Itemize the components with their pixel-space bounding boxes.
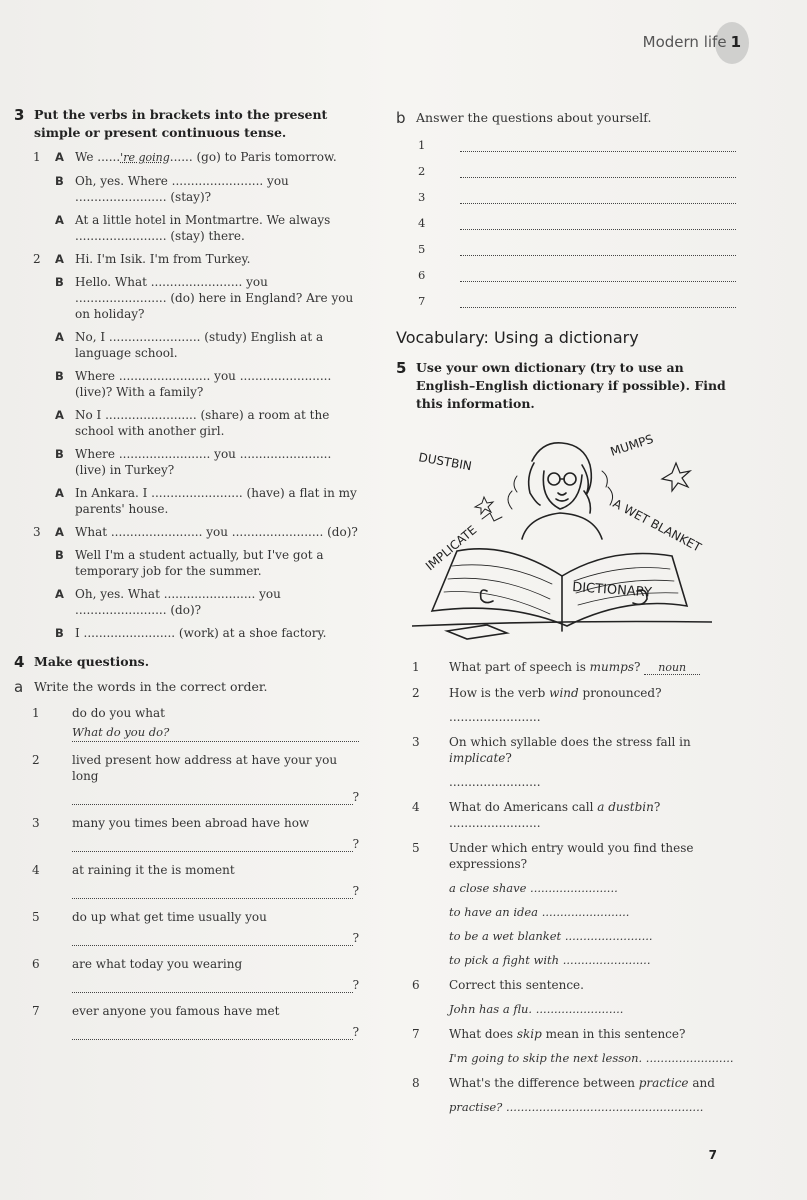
speaker-label: B <box>55 548 64 562</box>
expression-item: to have an idea ........................ <box>449 905 630 919</box>
question-text: What part of speech is <box>449 660 590 674</box>
speaker-label: A <box>55 486 64 500</box>
unit-number: 1 <box>730 33 741 51</box>
answer-line[interactable] <box>72 787 353 805</box>
answer-line-item <box>396 216 736 230</box>
exercise-4a-instruction <box>14 679 359 695</box>
header-title: Modern life <box>642 33 727 51</box>
sentence-item: practise? ...................................................... <box>449 1100 704 1114</box>
scrambled-words: ever anyone you famous have met <box>72 1004 280 1018</box>
dialogue-text <box>75 149 359 166</box>
answer-line[interactable] <box>72 881 353 899</box>
question-text: Correct this sentence. <box>449 978 584 992</box>
dialogue-text: Hello. What ........................ you ........................ (do) here in England? Are you on holiday? <box>75 275 354 321</box>
answer-line-item <box>396 242 736 256</box>
italic-term: implicate <box>449 751 506 765</box>
page-number: 7 <box>708 1148 717 1162</box>
question-item <box>14 909 359 946</box>
question-item <box>14 1003 359 1040</box>
dialogue-line <box>14 251 359 267</box>
question-item <box>14 705 359 742</box>
dialogue-text: I ........................ (work) at a shoe factory. <box>75 626 327 640</box>
exercise-title: Use your own dictionary (try to use an English–English dictionary if possible). Find this information. <box>416 360 726 411</box>
item-number: 6 <box>412 978 420 992</box>
cartoon-word: A WET BLANKET <box>610 496 704 555</box>
answer-line[interactable] <box>72 928 353 946</box>
answer-line-item <box>396 164 736 178</box>
exercise-5-heading <box>396 359 736 413</box>
dialogue-line <box>14 274 359 322</box>
exercise-4b-instruction <box>396 110 736 126</box>
vocab-question-list <box>396 659 736 1115</box>
handwritten-answer: 're going <box>120 151 170 164</box>
item-number: 8 <box>412 1076 420 1090</box>
item-number: 6 <box>32 957 40 971</box>
dialogue-text: Oh, yes. What ........................ you ........................ (do)? <box>75 587 281 617</box>
question-mark: ? <box>352 837 359 851</box>
scrambled-words: do do you what <box>72 706 165 720</box>
question-text: What do Americans call <box>449 800 598 814</box>
question-text: How is the verb <box>449 686 550 700</box>
item-number: 4 <box>418 216 426 230</box>
answer-line[interactable] <box>460 271 736 282</box>
vocab-question-item <box>396 734 736 790</box>
question-text: and <box>688 1076 715 1090</box>
italic-term: mumps <box>589 660 634 674</box>
sentence-item: John has a flu. ........................ <box>449 1002 624 1016</box>
speaker-label: A <box>55 252 64 266</box>
italic-term: practice <box>638 1076 689 1090</box>
item-number: 2 <box>32 753 40 767</box>
item-number: 2 <box>412 686 420 700</box>
answer-line-item <box>396 190 736 204</box>
speaker-label: A <box>55 408 64 422</box>
answer-line[interactable] <box>460 193 736 204</box>
exercise-title: Put the verbs in brackets into the present simple or present continuous tense. <box>34 107 328 140</box>
expression-item: to be a wet blanket ........................ <box>449 929 653 943</box>
exercise-4-heading <box>14 653 359 671</box>
dialogue-number: 3 <box>33 525 41 539</box>
item-number: 5 <box>412 841 420 855</box>
speaker-label: B <box>55 275 64 289</box>
vocab-question-item <box>396 1075 736 1115</box>
speaker-label: A <box>55 213 64 227</box>
dialogue-text: In Ankara. I ........................ (have) a flat in my parents' house. <box>75 486 357 516</box>
section-heading: Vocabulary: Using a dictionary <box>396 328 639 347</box>
dialogue-text: Hi. I'm Isik. I'm from Turkey. <box>75 252 251 266</box>
answer-line-item <box>396 294 736 308</box>
question-text: What does <box>449 1027 517 1041</box>
question-text: ? <box>634 660 645 674</box>
dialogue-text: What ........................ you ........................ (do)? <box>75 525 358 539</box>
item-number: 2 <box>418 164 426 178</box>
vocab-question-item <box>396 840 736 968</box>
cartoon-word: DICTIONARY <box>571 580 653 601</box>
cartoon-word: IMPLICATE <box>422 522 480 574</box>
answer-dots[interactable]: ........................ <box>449 710 541 724</box>
dialogue-number: 2 <box>33 252 41 266</box>
vocab-question-item <box>396 685 736 725</box>
question-list <box>14 705 359 1040</box>
speaker-label: A <box>55 587 64 601</box>
cartoon-word: DUSTBIN <box>417 450 473 474</box>
question-mark: ? <box>352 931 359 945</box>
cartoon-word: MUMPS <box>608 431 656 459</box>
right-column <box>396 110 736 1115</box>
item-number: 7 <box>418 294 426 308</box>
answer-line[interactable] <box>460 297 736 308</box>
question-item <box>14 956 359 993</box>
left-column <box>14 106 359 1040</box>
dialogue-line <box>14 547 359 579</box>
vocab-question-item <box>396 977 736 1017</box>
speaker-label: B <box>55 369 64 383</box>
dialogue-line <box>14 149 359 166</box>
answer-line-item <box>396 138 736 152</box>
dialogue-line <box>14 407 359 439</box>
dialogue-text: Where ........................ you ........................ (live)? With a family? <box>75 369 332 399</box>
question-text: On which syllable does the stress fall in <box>449 735 691 749</box>
question-text: ? ........................ <box>449 800 661 830</box>
answer-lines-list <box>396 138 736 308</box>
item-number: 4 <box>32 863 40 877</box>
dialogue-line <box>14 173 359 205</box>
dialogue-line <box>14 446 359 478</box>
italic-term: skip <box>516 1027 542 1041</box>
vocab-question-item <box>396 659 736 676</box>
dialogue-line <box>14 368 359 400</box>
answer-line-item <box>396 268 736 282</box>
subsection-letter: a <box>14 678 24 696</box>
item-number: 3 <box>412 735 420 749</box>
dialogue-line <box>14 329 359 361</box>
dialogue-text: Oh, yes. Where ........................ you ........................ (stay)? <box>75 174 289 204</box>
subsection-letter: b <box>396 109 406 127</box>
instruction-text: Answer the questions about yourself. <box>416 110 652 125</box>
dialogue-line <box>14 485 359 517</box>
dialogue-line <box>14 625 359 641</box>
item-number: 4 <box>412 800 420 814</box>
exercise-number: 3 <box>14 106 25 124</box>
answer-line[interactable] <box>460 141 736 152</box>
exercise-title: Make questions. <box>34 654 150 669</box>
dictionary-cartoon-illustration <box>412 431 712 646</box>
sentence-item: I'm going to skip the next lesson. ........................ <box>449 1051 734 1065</box>
italic-term: a dustbin <box>597 800 654 814</box>
dialogue-text: No, I ........................ (study) English at a language school. <box>75 330 324 360</box>
italic-term: wind <box>549 686 579 700</box>
dialogue-text: Well I'm a student actually, but I've got a temporary job for the summer. <box>75 548 324 578</box>
answer-dots[interactable]: ........................ <box>449 775 541 789</box>
scrambled-words: many you times been abroad have how <box>72 816 310 830</box>
question-text: What's the difference between <box>449 1076 639 1090</box>
exercise-number: 5 <box>396 359 407 377</box>
page-header <box>643 33 741 51</box>
scrambled-words: at raining it the is moment <box>72 863 235 877</box>
answer-line[interactable] <box>460 245 736 256</box>
item-number: 1 <box>418 138 426 152</box>
scrambled-words: do up what get time usually you <box>72 910 267 924</box>
dialogue-line <box>14 212 359 244</box>
item-number: 3 <box>418 190 426 204</box>
item-number: 3 <box>32 816 40 830</box>
question-text: ? <box>505 751 512 765</box>
answer-line[interactable] <box>72 975 353 993</box>
scrambled-words: lived present how address at have your you long <box>72 753 338 783</box>
speaker-label: A <box>55 525 64 539</box>
vocab-question-item <box>396 799 736 831</box>
scrambled-words: are what today you wearing <box>72 957 243 971</box>
question-text: mean in this sentence? <box>541 1027 686 1041</box>
question-text: Under which entry would you find these expressions? <box>449 841 694 871</box>
item-number: 5 <box>418 242 426 256</box>
handwritten-answer: noun <box>658 661 687 674</box>
instruction-text: Write the words in the correct order. <box>34 679 268 694</box>
speaker-label: B <box>55 174 64 188</box>
question-item <box>14 815 359 852</box>
item-number: 1 <box>412 660 420 674</box>
exercise-3-heading <box>14 106 359 142</box>
item-number: 1 <box>32 706 40 720</box>
item-number: 7 <box>412 1027 420 1041</box>
question-mark: ? <box>352 790 359 804</box>
answer-line[interactable] <box>460 167 736 178</box>
dialogue-text: Where ........................ you ........................ (live) in Turkey? <box>75 447 332 477</box>
dialogue-number: 1 <box>33 150 41 164</box>
dialogue-text: At a little hotel in Montmartre. We always ........................ (stay) there. <box>75 213 331 243</box>
question-mark: ? <box>352 1025 359 1039</box>
question-mark: ? <box>352 884 359 898</box>
item-number: 7 <box>32 1004 40 1018</box>
dots: ...... <box>97 150 121 164</box>
answer-line[interactable] <box>72 1022 353 1040</box>
text-part: ...... (go) to Paris tomorrow. <box>169 150 337 164</box>
answer-line[interactable] <box>72 834 353 852</box>
answer-line[interactable] <box>460 219 736 230</box>
item-number: 5 <box>32 910 40 924</box>
dialogue-text: No I ........................ (share) a room at the school with another girl. <box>75 408 330 438</box>
dialogue-line <box>14 524 359 540</box>
expression-item: a close shave ........................ <box>449 881 618 895</box>
question-text: pronounced? <box>578 686 662 700</box>
item-number: 6 <box>418 268 426 282</box>
question-item <box>14 752 359 805</box>
question-item <box>14 862 359 899</box>
answer-line[interactable]: What do you do? <box>72 724 359 742</box>
speaker-label: B <box>55 626 64 640</box>
vocab-question-item <box>396 1026 736 1066</box>
question-mark: ? <box>352 978 359 992</box>
speaker-label: A <box>55 330 64 344</box>
dialogue-line <box>14 586 359 618</box>
exercise-number: 4 <box>14 653 25 671</box>
speaker-label: A <box>55 150 64 164</box>
expression-item: to pick a fight with ........................ <box>449 953 651 967</box>
speaker-label: B <box>55 447 64 461</box>
answer-fill[interactable] <box>644 660 700 675</box>
text-part: We <box>75 150 98 164</box>
